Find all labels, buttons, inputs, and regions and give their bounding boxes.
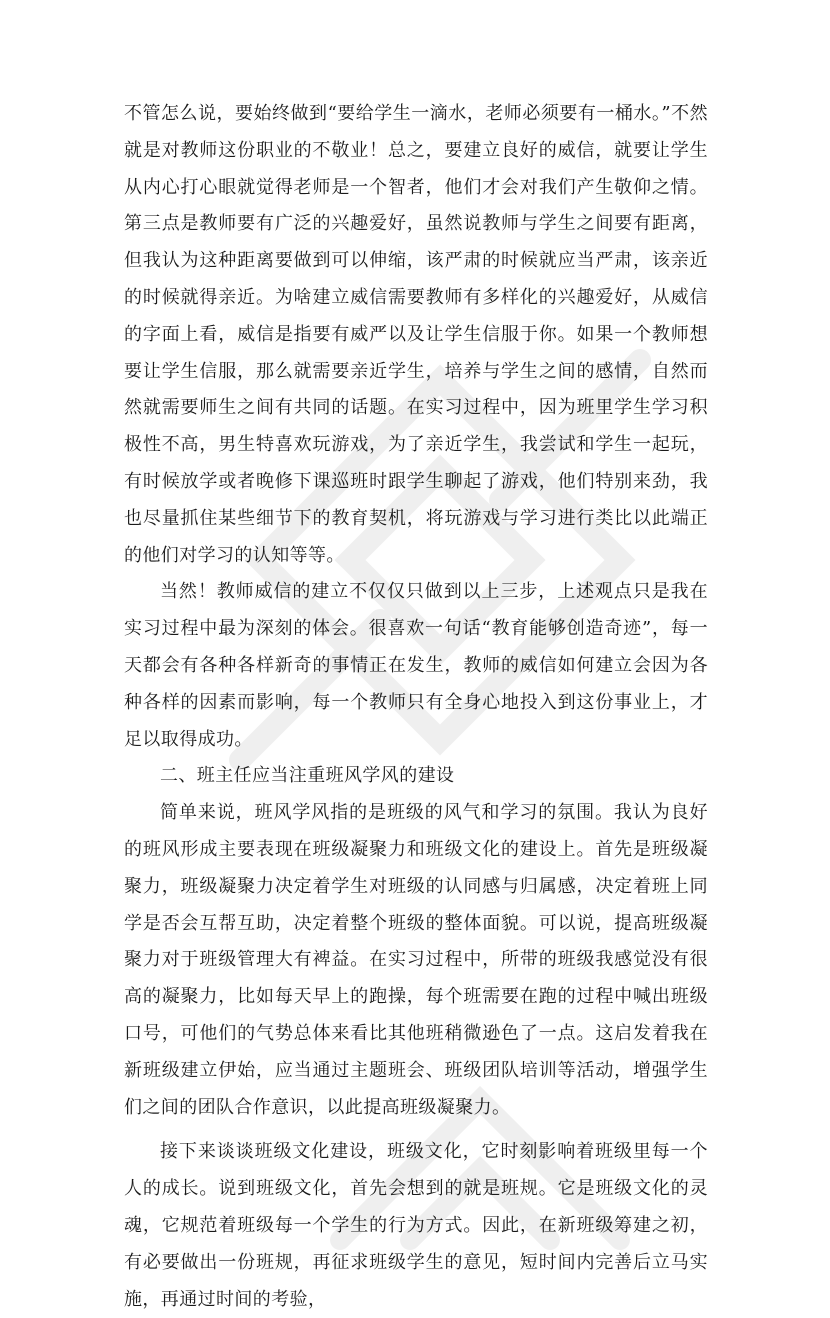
- document-page: [124, 96, 708, 1318]
- body-paragraph-2: 当然！教师威信的建立不仅仅只做到以上三步，上述观点只是我在实习过程中最为深刻的体会。很喜欢一句话“教育能够创造奇迹”，每一天都会有各种各样新奇的事情正在发生，教师的威信如何建立会因为各种各样的因素而影响，每一个教师只有全身心地投入到这份事业上，才足以取得成功。: [124, 581, 708, 750]
- body-paragraph-4: 接下来谈谈班级文化建设，班级文化，它时刻影响着班级里每一个人的成长。说到班级文化，首先会想到的就是班规。它是班级文化的灵魂，它规范着班级每一个学生的行为方式。因此，在新班级筹建之初，有必要做出一份班规，再征求班级学生的意见，短时间内完善后立马实施，再通过时间的考验，: [124, 1141, 708, 1310]
- body-paragraph-1: 不管怎么说，要始终做到“要给学生一滴水，老师必须要有一桶水。”不然就是对教师这份职业的不敬业！总之，要建立良好的威信，就要让学生从内心打心眼就觉得老师是一个智者，他们才会对我们产生敬仰之情。第三点是教师要有广泛的兴趣爱好，虽然说教师与学生之间要有距离，但我认为这种距离要做到可以伸缩，该严肃的时候就应当严肃，该亲近的时候就得亲近。为啥建立威信需要教师有多样化的兴趣爱好，从威信的字面上看，威信是指要有威严以及让学生信服于你。如果一个教师想要让学生信服，那么就需要亲近学生，培养与学生之间的感情，自然而然就需要师生之间有共同的话题。在实习过程中，因为班里学生学习积极性不高，男生特喜欢玩游戏，为了亲近学生，我尝试和学生一起玩，有时候放学或者晚修下课巡班时跟学生聊起了游戏，他们特别来劲，我也尽量抓住某些细节下的教育契机，将玩游戏与学习进行类比以此端正的他们对学习的认知等等。: [124, 103, 708, 566]
- body-paragraph-3: 简单来说，班风学风指的是班级的风气和学习的氛围。我认为良好的班风形成主要表现在班级凝聚力和班级文化的建设上。首先是班级凝聚力，班级凝聚力决定着学生对班级的认同感与归属感，决定着班上同学是否会互帮互助，决定着整个班级的整体面貌。可以说，提高班级凝聚力对于班级管理大有裨益。在实习过程中，所带的班级我感觉没有很高的凝聚力，比如每天早上的跑操，每个班需要在跑的过程中喊出班级口号，可他们的气势总体来看比其他班稍微逊色了一点。这启发着我在新班级建立伊始，应当通过主题班会、班级团队培训等活动，增强学生们之间的团队合作意识，以此提高班级凝聚力。: [124, 802, 708, 1118]
- section-heading: 二、班主任应当注重班风学风的建设: [160, 765, 455, 787]
